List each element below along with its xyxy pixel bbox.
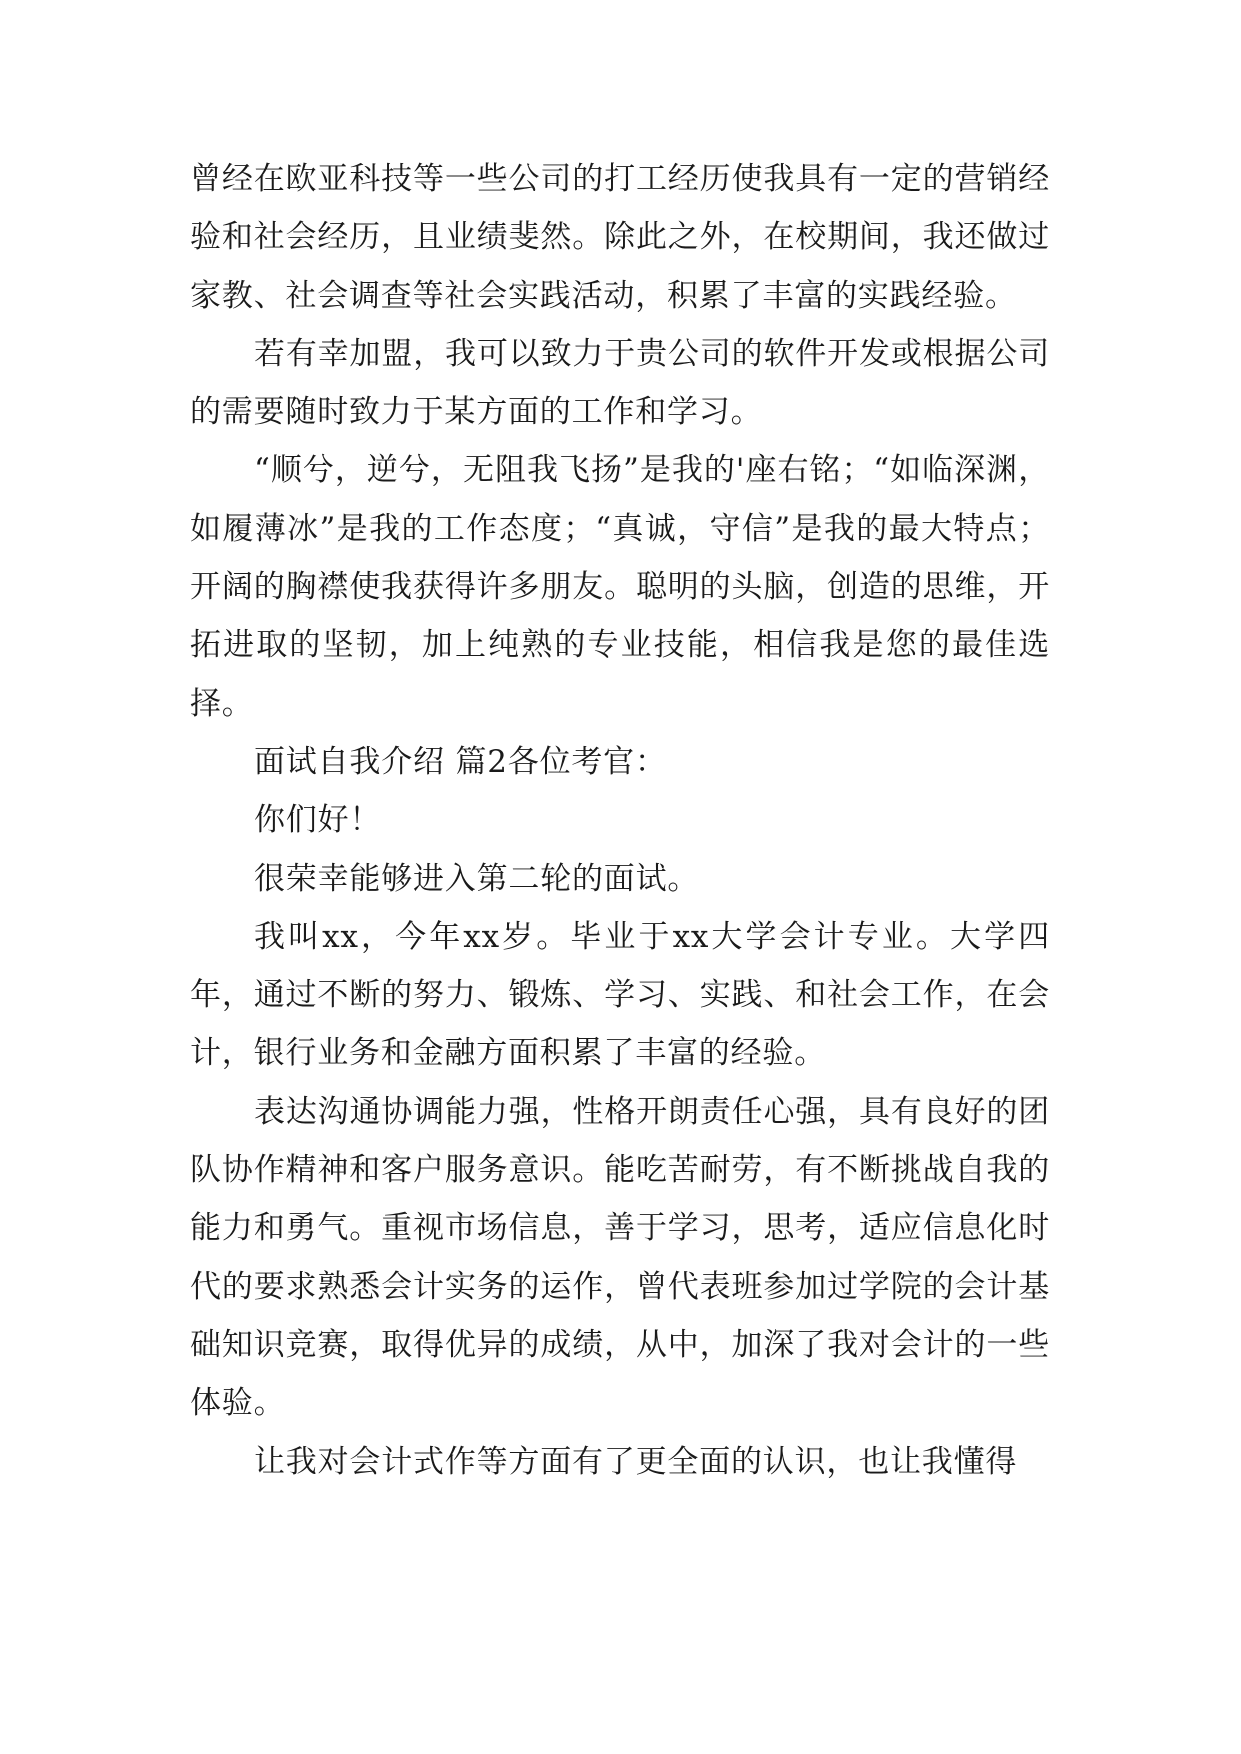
- paragraph-understanding: 让我对会计式作等方面有了更全面的认识，也让我懂得: [254, 1443, 1018, 1480]
- paragraph-greeting: 你们好！: [254, 802, 382, 839]
- document-body: [190, 150, 1050, 1491]
- paragraph-work-experience: 曾经在欧亚科技等一些公司的打工经历使我具有一定的营销经验和社会经历，且业绩斐然。除此之外，在校期间，我还做过家教、社会调查等社会实践活动，积累了丰富的实践经验。: [190, 161, 1050, 314]
- paragraph-self-intro: 我叫xx，今年xx岁。毕业于xx大学会计专业。大学四年，通过不断的努力、锻炼、学习、实践、和社会工作，在会计，银行业务和金融方面积累了丰富的经验。: [190, 918, 1050, 1072]
- section-heading: 面试自我介绍 篇2各位考官：: [254, 743, 667, 780]
- paragraph-honored: 很荣幸能够进入第二轮的面试。: [254, 860, 700, 897]
- paragraph-join-company: 若有幸加盟，我可以致力于贵公司的软件开发或根据公司的需要随时致力于某方面的工作和学习。: [190, 335, 1050, 431]
- paragraph-motto: “顺兮，逆兮，无阻我飞扬”是我的'座右铭；“如临深渊，如履薄冰”是我的工作态度；“真诚，守信”是我的最大特点；开阔的胸襟使我获得许多朋友。聪明的头脑，创造的思维，开拓进取的坚韧，加上纯熟的专业技能，相信我是您的最佳选择。: [190, 452, 1050, 722]
- paragraph-abilities: 表达沟通协调能力强，性格开朗责任心强，具有良好的团队协作精神和客户服务意识。能吃苦耐劳，有不断挑战自我的能力和勇气。重视市场信息，善于学习，思考，适应信息化时代的要求熟悉会计实务的运作，曾代表班参加过学院的会计基础知识竞赛，取得优异的成绩，从中，加深了我对会计的一些体验。: [190, 1093, 1050, 1422]
